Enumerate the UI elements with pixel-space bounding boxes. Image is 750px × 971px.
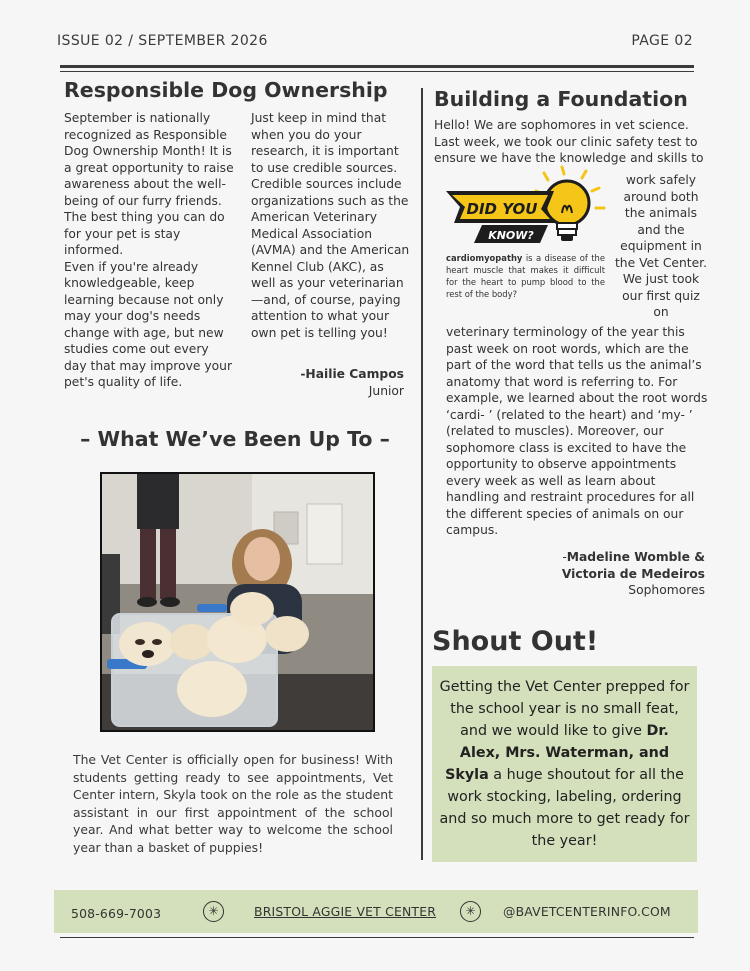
asterisk-icon: ✳: [203, 901, 224, 922]
shoutout-title: Shout Out!: [432, 626, 599, 657]
header-rule-thin: [60, 71, 694, 72]
footer-phone[interactable]: 508-669-7003: [71, 906, 162, 921]
article1-author-role: Junior: [368, 383, 404, 398]
article2-author-prefix: -: [562, 550, 567, 564]
footer-rule: [60, 937, 694, 938]
article2-author-role: Sophomores: [628, 583, 705, 597]
definition-text: is a disease of the heart muscle that makes it difficult for the heart to pump blood to the rest of the body?: [446, 253, 605, 299]
header-rule-thick: [60, 65, 694, 68]
shoutout-names: Dr. Alex, Mrs. Waterman, and Skyla: [445, 723, 670, 783]
article-title-responsible-dog-ownership: Responsible Dog Ownership: [64, 78, 388, 102]
puppies-photo: [100, 472, 375, 732]
article2-author-line2: Victoria de Medeiros: [561, 566, 705, 581]
did-you-know-badge: [444, 163, 609, 253]
article2-intro: Hello! We are sophomores in vet science. Last week, we took our clinic safety test to ensure we have the knowledge and skills to: [434, 118, 704, 165]
article1-column2: Just keep in mind that when you do your research, it is important to use credible sources. Credible sources include organizations such as the American Veterinary Medical Association (AVMA) and the American Kennel Club (AKC), as well as your veterinarian—and, of course, paying attention to what your own pet is telling you!: [251, 111, 410, 340]
footer-social[interactable]: @BAVETCENTERINFO.COM: [503, 904, 671, 919]
article1-author: -Hailie Campos: [300, 367, 404, 381]
shoutout-box: [432, 666, 697, 862]
issue-label: ISSUE 02 / SEPTEMBER 2026: [57, 33, 268, 49]
asterisk-icon: ✳: [460, 901, 481, 922]
did-you-know-definition: [446, 252, 605, 300]
footer-bar: [54, 890, 698, 933]
article1-signature: [300, 366, 404, 399]
article2-signature: [562, 549, 705, 599]
article2-side-text: work safely around both the animals and the equipment in the Vet Center. We just took our first quiz on: [614, 173, 707, 319]
page-number: PAGE 02: [631, 33, 693, 49]
article2-author-line1: Madeline Womble &: [566, 550, 705, 564]
article1-column1: September is nationally recognized as Responsible Dog Ownership Month! It is a great opportunity to raise awareness about the well-being of our furry friends. The best thing you can do for your pet is stay informed. Even if you're already knowledgeable, keep learning because not only may your dog's needs change with age, but new studies come out every day that may improve your pet's quality of life.: [64, 111, 234, 389]
column-divider: [421, 88, 423, 860]
section-title-up-to: – What We’ve Been Up To –: [80, 427, 390, 451]
shoutout-text-after: a huge shoutout for all the work stocking, labeling, ordering and so much more to get ready for the year!: [439, 767, 690, 849]
know-text: KNOW?: [488, 229, 534, 242]
shoutout-text-before: Getting the Vet Center prepped for the school year is no small feat, and we would like to give: [439, 679, 690, 739]
article-title-building-a-foundation: Building a Foundation: [434, 87, 688, 111]
article2-continued: veterinary terminology of the year this past week on root words, which are the part of the word that tells us the animal’s anatomy that word is referring to. For example, we learned about the root words ‘cardi- ’ (related to the heart) and ‘my- ’ (related to muscles). Moreover, our sophomore class is excited to have the opportunity to observe appointments every week as well as learn about handling and restraint procedures for all the different species of animals on our campus.: [446, 325, 708, 537]
definition-term: cardiomyopathy: [446, 253, 523, 263]
footer-center-link[interactable]: BRISTOL AGGIE VET CENTER: [254, 904, 437, 919]
photo-caption: The Vet Center is officially open for business! With students getting ready to see appointments, Vet Center intern, Skyla took on the role as the student assistant in our first appointment of the school year. And what better way to welcome the school year than a basket of puppies!: [73, 752, 393, 855]
did-you-know-text: DID YOU: [466, 200, 538, 218]
